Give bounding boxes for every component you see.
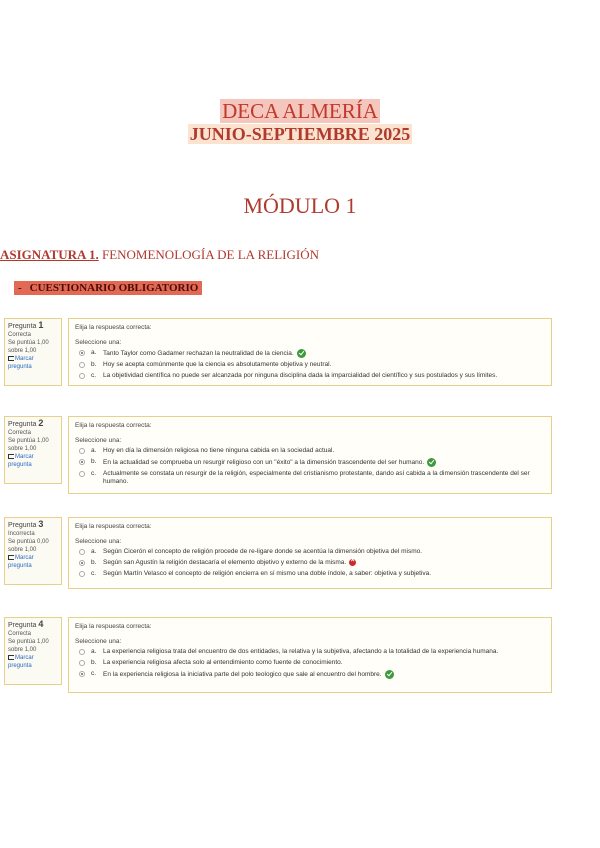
question-label: Pregunta: [8, 323, 37, 330]
question-label: Pregunta: [8, 522, 37, 529]
answer-option[interactable]: a. Según Cicerón el concepto de religión procede de re-ligare donde se acentúa la dimensión objetiva del mismo.: [79, 548, 545, 556]
question-status: Incorrecta: [8, 531, 35, 537]
correct-check-icon: [427, 458, 436, 467]
question-info: [4, 517, 62, 585]
question-content: [68, 416, 552, 494]
flag-question-link[interactable]: Marcar pregunta: [8, 356, 34, 370]
radio-button[interactable]: [79, 660, 85, 666]
module-heading: MÓDULO 1: [243, 193, 357, 218]
answer-option[interactable]: c. Según Martín Velasco el concepto de religión encierra en sí mismo una doble índole, a saber: objetiva y subjetiva.: [79, 570, 545, 578]
flag-question-link[interactable]: Marcar pregunta: [8, 655, 34, 669]
select-one-label: Seleccione una:: [75, 538, 122, 545]
option-text: La experiencia religiosa afecta solo al entendimiento como fuente de conocimiento.: [103, 659, 343, 666]
radio-button[interactable]: [79, 549, 85, 555]
flag-icon: [8, 454, 14, 459]
question-score: Se puntúa 0,00 sobre 1,00: [8, 539, 49, 553]
answer-option[interactable]: c. En la experiencia religiosa la iniciativa parte del polo teologico que sale al encuentro del hombre.: [79, 670, 545, 679]
option-text: En la actualidad se comprueba un resurgir religioso con un "éxito" a la dimensión trascendente del ser humano.: [103, 459, 425, 467]
option-text: La objetividad científica no puede ser alcanzada por ninguna disciplina dada la imparcialidad del científico y sus postulados y sus límites.: [103, 372, 498, 380]
question-prompt: Elija la respuesta correcta:: [75, 623, 152, 630]
correct-check-icon: [385, 670, 394, 679]
answer-option[interactable]: c. La objetividad científica no puede ser alcanzada por ninguna disciplina dada la imparcialidad del científico y sus postulados y sus límites.: [79, 372, 545, 380]
incorrect-x-icon: [349, 559, 356, 566]
select-one-label: Seleccione una:: [75, 437, 122, 444]
section-heading: [14, 282, 202, 294]
subtitle-text: JUNIO-SEPTIEMBRE 2025: [189, 124, 411, 144]
correct-check-icon: [297, 349, 306, 358]
answer-option[interactable]: b. La experiencia religiosa afecta solo al entendimiento como fuente de conocimiento.: [79, 659, 545, 667]
radio-button[interactable]: [79, 649, 85, 655]
radio-button[interactable]: [79, 560, 85, 566]
answer-option[interactable]: b. Hoy se acepta comúnmente que la ciencia es absolutamente objetiva y neutral.: [79, 361, 545, 369]
question-number: 4: [38, 619, 44, 629]
question-number: 3: [38, 519, 44, 529]
asignatura-heading: [0, 247, 319, 263]
option-text: Según Cicerón el concepto de religión procede de re-ligare donde se acentúa la dimensión objetiva del mismo.: [103, 548, 423, 555]
answer-option[interactable]: b. Según san Agustín la religión destacaría el elemento objetivo y externo de la misma.×: [79, 559, 545, 567]
flag-icon: [8, 356, 14, 361]
question-score: Se puntúa 1,00 sobre 1,00: [8, 639, 49, 653]
radio-button[interactable]: [79, 671, 85, 677]
select-one-label: Seleccione una:: [75, 638, 122, 645]
question-status: Correcta: [8, 631, 32, 637]
question-number: 2: [38, 418, 44, 428]
answer-option[interactable]: a. Tanto Taylor como Gadamer rechazan la neutralidad de la ciencia.: [79, 349, 545, 358]
asignatura-label: ASIGNATURA 1.: [0, 247, 99, 262]
answer-option[interactable]: a. Hoy en día la dimensión religiosa no tiene ninguna cabida en la sociedad actual.: [79, 447, 545, 455]
question-info: [4, 416, 62, 484]
question-score: Se puntúa 1,00 sobre 1,00: [8, 340, 49, 354]
flag-question-link[interactable]: Marcar pregunta: [8, 454, 34, 468]
question-prompt: Elija la respuesta correcta:: [75, 324, 152, 331]
option-text: Hoy se acepta comúnmente que la ciencia es absolutamente objetiva y neutral.: [103, 361, 332, 369]
option-text: En la experiencia religiosa la iniciativa parte del polo teologico que sale al encuentro del hombre.: [103, 671, 382, 679]
section-text: CUESTIONARIO OBLIGATORIO: [29, 282, 199, 294]
question-number: 1: [38, 320, 44, 330]
radio-button[interactable]: [79, 459, 85, 465]
answer-option[interactable]: a. La experiencia religiosa trata del encuentro de dos entidades, la relativa y la subjetiva, afectando a la totalidad de la experiencia humana.: [79, 648, 545, 656]
radio-button[interactable]: [79, 350, 85, 356]
option-text: Hoy en día la dimensión religiosa no tiene ninguna cabida en la sociedad actual.: [103, 447, 335, 454]
question-content: [68, 617, 552, 693]
question-prompt: Elija la respuesta correcta:: [75, 422, 152, 429]
radio-button[interactable]: [79, 448, 85, 454]
question-score: Se puntúa 1,00 sobre 1,00: [8, 438, 49, 452]
document-subtitle: [0, 123, 600, 145]
question-label: Pregunta: [8, 421, 37, 428]
flag-question-link[interactable]: Marcar pregunta: [8, 555, 34, 569]
radio-button[interactable]: [79, 362, 85, 368]
section-label: [14, 281, 202, 295]
asignatura-name: FENOMENOLOGÍA DE LA RELIGIÓN: [98, 247, 319, 262]
option-text: Según san Agustín la religión destacaría el elemento objetivo y externo de la misma.: [103, 559, 347, 567]
question-status: Correcta: [8, 430, 32, 436]
answer-option[interactable]: b. En la actualidad se comprueba un resurgir religioso con un "éxito" a la dimensión trascendente del ser humano.: [79, 458, 545, 467]
question-status: Correcta: [8, 332, 32, 338]
radio-button[interactable]: [79, 471, 85, 477]
option-text: Tanto Taylor como Gadamer rechazan la neutralidad de la ciencia.: [103, 350, 294, 358]
option-text: La experiencia religiosa trata del encuentro de dos entidades, la relativa y la subjetiva, afectando a la totalidad de la experiencia humana.: [103, 648, 499, 655]
select-one-label: Seleccione una:: [75, 339, 122, 346]
question-content: [68, 318, 552, 386]
radio-button[interactable]: [79, 373, 85, 379]
answer-option[interactable]: c. Actualmente se constata un resurgir de la religión, especialmente del cristianismo protestante, dando así cabida a la dimensión trascendente del ser humano.: [79, 470, 545, 486]
radio-button[interactable]: [79, 571, 85, 577]
question-info: [4, 617, 62, 685]
document-title: [0, 99, 600, 123]
question-label: Pregunta: [8, 622, 37, 629]
question-info: [4, 318, 62, 386]
option-text: Actualmente se constata un resurgir de la religión, especialmente del cristianismo protestante, dando así cabida a la dimensión trascendente del ser humano.: [103, 470, 530, 486]
title-text: DECA ALMERÍA: [222, 99, 378, 123]
question-prompt: Elija la respuesta correcta:: [75, 523, 152, 530]
flag-icon: [8, 655, 14, 660]
section-bullet: -: [18, 282, 22, 294]
option-text: Según Martín Velasco el concepto de religión encierra en sí mismo una doble índole, a saber: objetiva y subjetiva.: [103, 570, 432, 578]
question-content: [68, 517, 552, 589]
flag-icon: [8, 555, 14, 560]
